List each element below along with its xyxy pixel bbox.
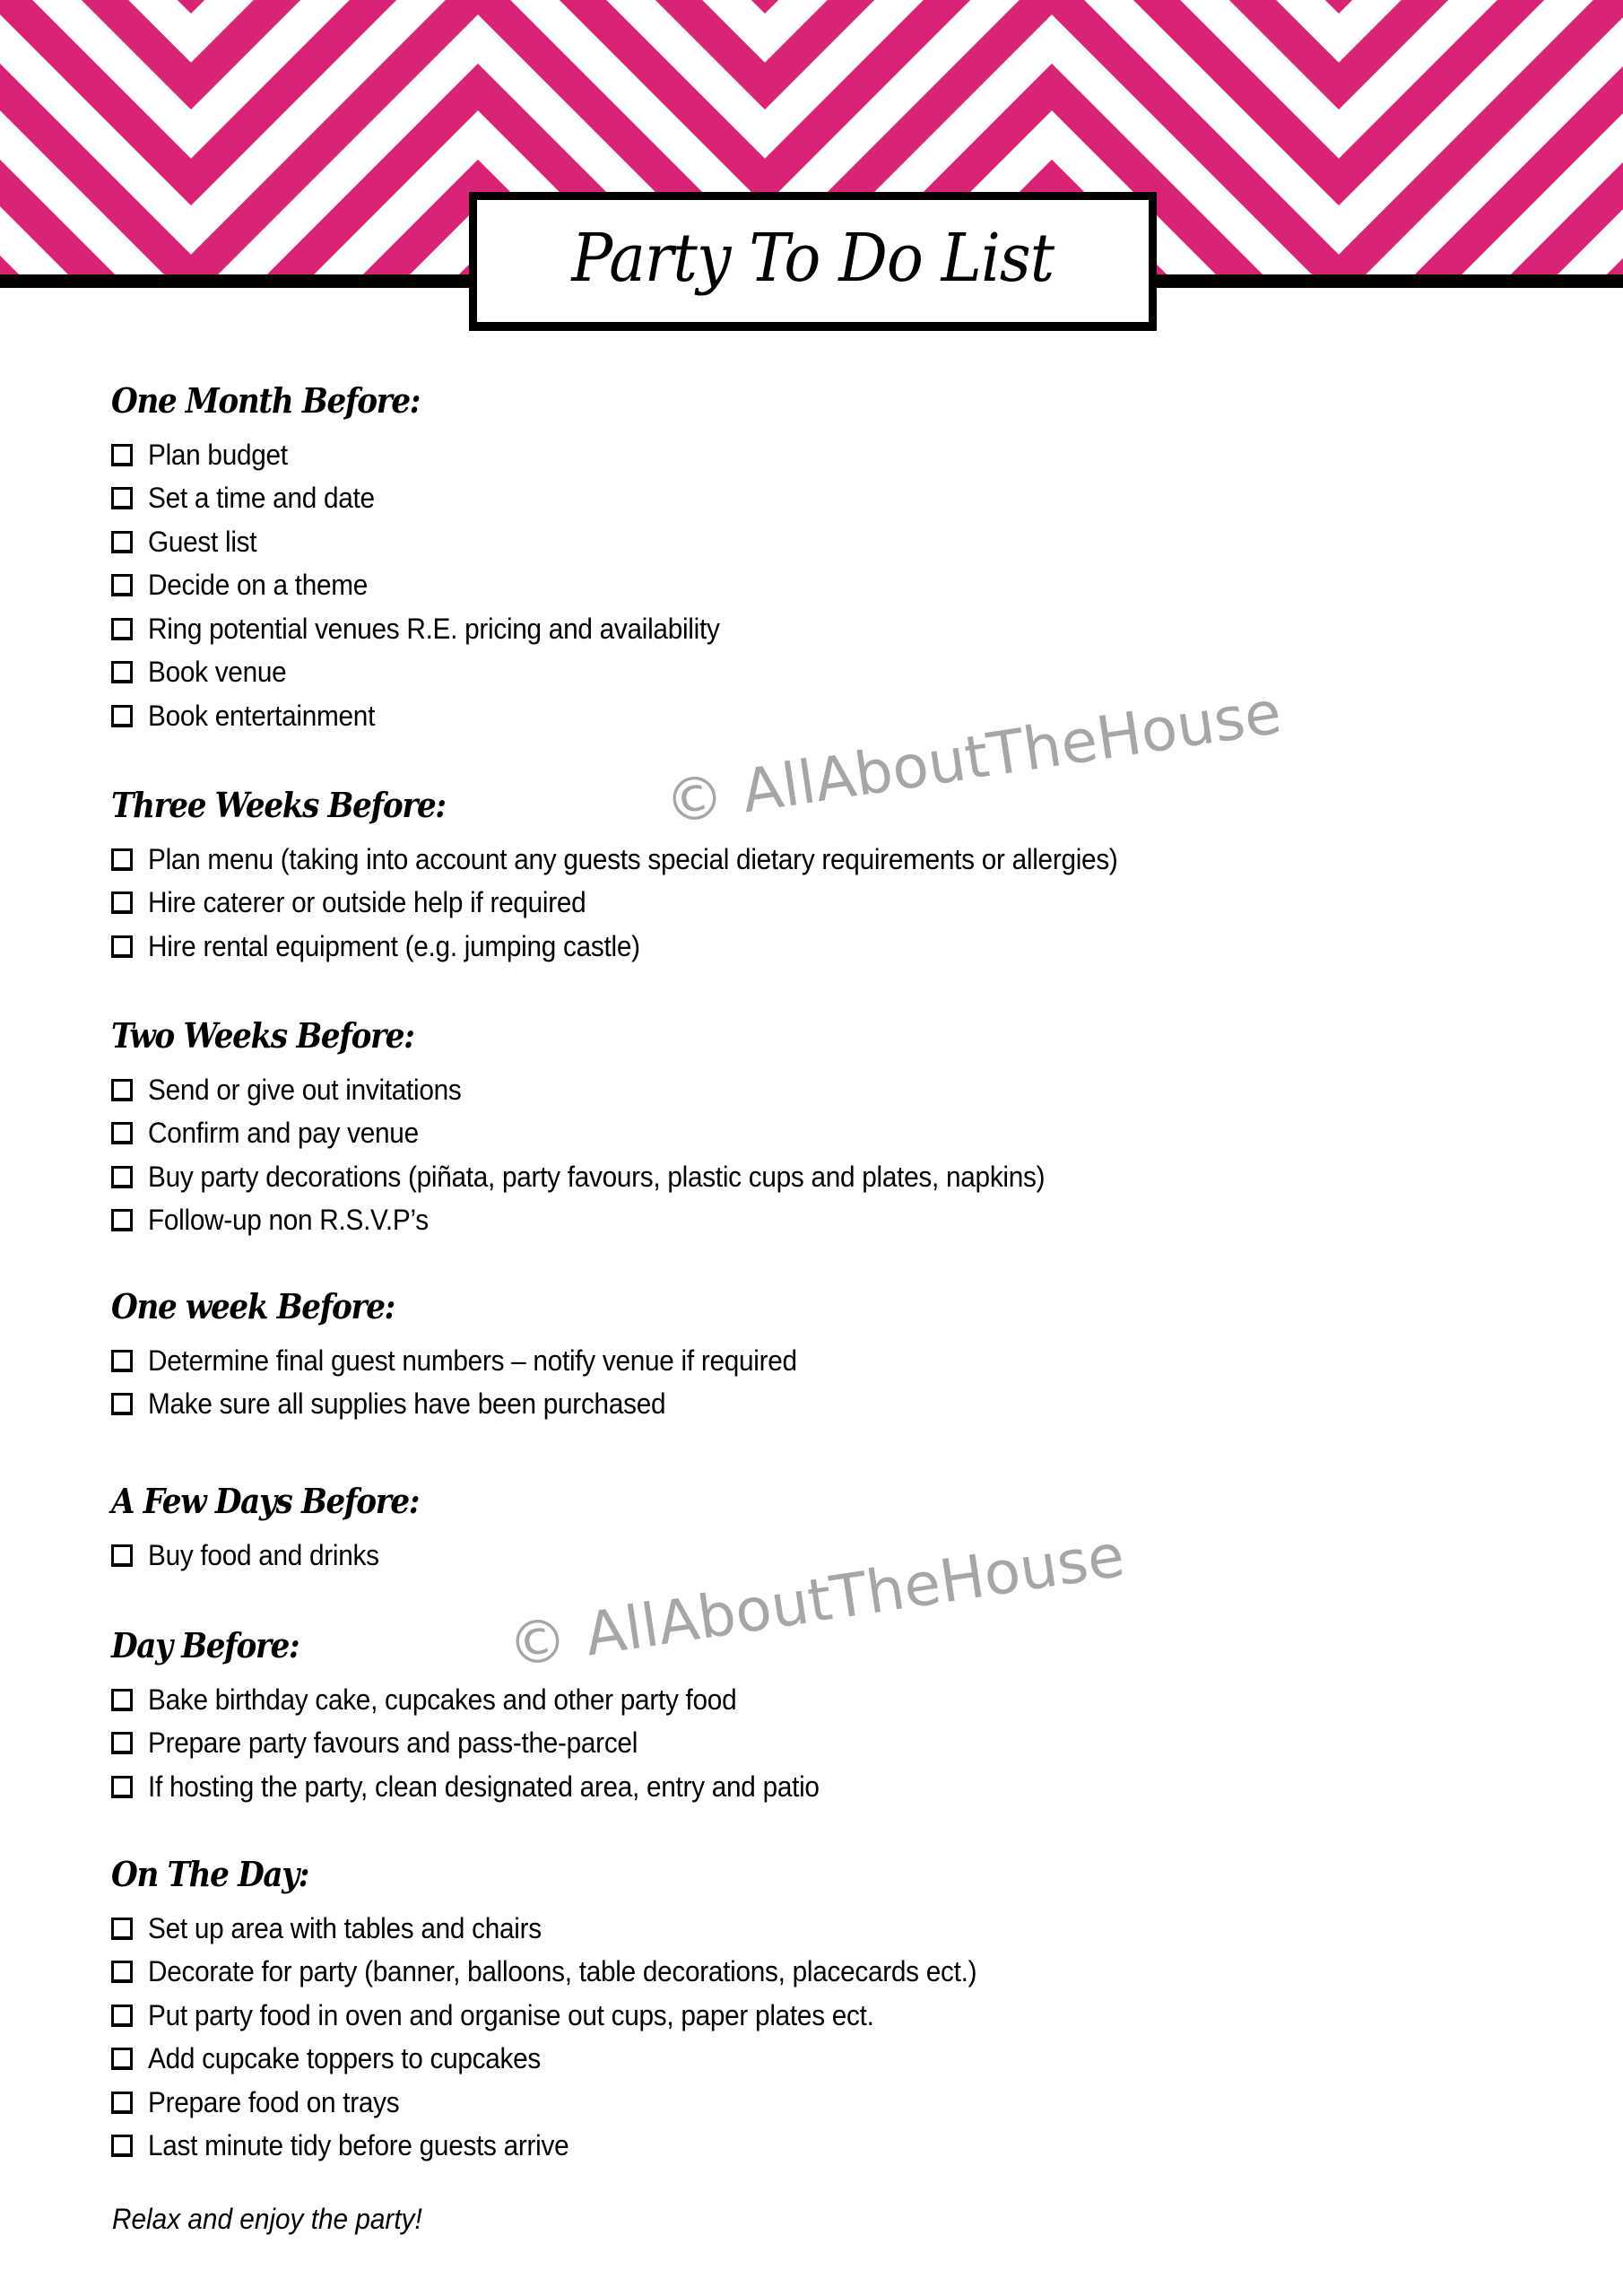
empty-checkbox-icon[interactable] [111,2092,133,2114]
section-one-month-before [111,376,1546,738]
checklist-item[interactable] [111,564,1546,608]
checklist-item-label: Plan budget [148,438,288,471]
checklist-item-label: Send or give out invitations [148,1073,462,1106]
page-title: Party To Do List [571,220,1055,297]
checklist-item-label: Prepare food on trays [148,2085,400,2118]
empty-checkbox-icon[interactable] [111,1689,133,1711]
empty-checkbox-icon[interactable] [111,2135,133,2157]
checklist-item[interactable] [111,607,1546,651]
checklist-item-label: Buy party decorations (piñata, party favours, plastic cups and plates, napkins) [148,1160,1046,1193]
checklist-item-label: Decide on a theme [148,569,369,602]
empty-checkbox-icon[interactable] [111,1961,133,1983]
checklist-item-label: Follow-up non R.S.V.P’s [148,1204,429,1237]
section-heading: One Month Before: [111,380,421,421]
checklist-item-label: If hosting the party, clean designated area, entry and patio [148,1770,820,1803]
section-a-few-days-before [111,1476,1546,1578]
section-one-week-before [111,1282,1546,1426]
checklist-item-label: Confirm and pay venue [148,1117,419,1150]
section-heading: Two Weeks Before: [111,1015,414,1056]
empty-checkbox-icon[interactable] [111,705,133,727]
empty-checkbox-icon[interactable] [111,1166,133,1188]
section-heading: Day Before: [111,1625,299,1665]
checklist-item[interactable] [111,1112,1546,1156]
empty-checkbox-icon[interactable] [111,848,133,871]
empty-checkbox-icon[interactable] [111,487,133,509]
empty-checkbox-icon[interactable] [111,661,133,683]
checklist-item[interactable] [111,1339,1546,1383]
empty-checkbox-icon[interactable] [111,2005,133,2027]
checklist-item[interactable] [111,1678,1546,1722]
checklist-item[interactable] [111,694,1546,738]
checklist-item-label: Plan menu (taking into account any guests special dietary requirements or allergies) [148,842,1118,875]
empty-checkbox-icon[interactable] [111,935,133,958]
section-heading: One week Before: [111,1286,395,1326]
checklist-item[interactable] [111,1951,1546,1995]
section-on-the-day [111,1849,1546,2168]
checklist-item[interactable] [111,2125,1546,2169]
checklist-item[interactable] [111,1994,1546,2038]
checklist-item[interactable] [111,477,1546,521]
section-heading: Three Weeks Before: [111,785,446,825]
checklist-item[interactable] [111,433,1546,477]
section-two-weeks-before [111,1011,1546,1242]
empty-checkbox-icon[interactable] [111,2048,133,2070]
checklist-item[interactable] [111,2081,1546,2125]
empty-checkbox-icon[interactable] [111,1350,133,1372]
checklist-item-label: Decorate for party (banner, balloons, table decorations, placecards ect.) [148,1955,977,1988]
checklist-item[interactable] [111,651,1546,695]
section-three-weeks-before [111,780,1546,969]
empty-checkbox-icon[interactable] [111,531,133,553]
empty-checkbox-icon[interactable] [111,1393,133,1415]
checklist-item-label: Hire caterer or outside help if required [148,886,586,919]
checklist-item[interactable] [111,838,1546,882]
checklist-item-label: Buy food and drinks [148,1538,379,1571]
empty-checkbox-icon[interactable] [111,1776,133,1798]
empty-checkbox-icon[interactable] [111,1122,133,1144]
empty-checkbox-icon[interactable] [111,574,133,596]
empty-checkbox-icon[interactable] [111,1918,133,1940]
checklist-item[interactable] [111,925,1546,969]
checklist-item-label: Make sure all supplies have been purchased [148,1387,666,1421]
checklist-item[interactable] [111,1068,1546,1112]
checklist-item[interactable] [111,1722,1546,1766]
checklist-item-label: Prepare party favours and pass-the-parcel [148,1726,638,1760]
checklist-item[interactable] [111,882,1546,926]
checklist-item-label: Last minute tidy before guests arrive [148,2129,569,2162]
empty-checkbox-icon[interactable] [111,618,133,640]
checklist-item-label: Hire rental equipment (e.g. jumping castle) [148,929,640,962]
empty-checkbox-icon[interactable] [111,1544,133,1567]
checklist-item-label: Guest list [148,525,257,558]
checklist-item[interactable] [111,2038,1546,2082]
checklist-item-label: Book venue [148,656,287,689]
checklist-item-label: Bake birthday cake, cupcakes and other party food [148,1683,737,1716]
empty-checkbox-icon[interactable] [111,1209,133,1231]
checklist-item-label: Set a time and date [148,482,375,515]
empty-checkbox-icon[interactable] [111,444,133,466]
watermark: © AllAboutTheHouse [660,677,1286,839]
checklist-item-label: Set up area with tables and chairs [148,1911,542,1944]
checklist-item-label: Put party food in oven and organise out cups, paper plates ect. [148,1998,874,2031]
checklist-item-label: Add cupcake toppers to cupcakes [148,2042,542,2075]
checklist-item[interactable] [111,1199,1546,1243]
checklist-item[interactable] [111,1907,1546,1951]
section-heading: On The Day: [111,1854,309,1894]
checklist-item-label: Ring potential venues R.E. pricing and availability [148,612,720,645]
checklist-item[interactable] [111,520,1546,564]
empty-checkbox-icon[interactable] [111,1732,133,1754]
empty-checkbox-icon[interactable] [111,1079,133,1101]
checklist-item[interactable] [111,1765,1546,1809]
empty-checkbox-icon[interactable] [111,891,133,914]
section-heading: A Few Days Before: [111,1481,420,1521]
section-day-before [111,1621,1546,1809]
title-box [469,192,1157,331]
checklist-item-label: Determine final guest numbers – notify venue if required [148,1344,797,1377]
watermark: © AllAboutTheHouse [503,1520,1129,1682]
closing-message: Relax and enjoy the party! [112,2203,422,2235]
checklist-item-label: Book entertainment [148,699,376,732]
checklist-item[interactable] [111,1383,1546,1427]
checklist-item[interactable] [111,1534,1546,1578]
checklist-item[interactable] [111,1155,1546,1199]
